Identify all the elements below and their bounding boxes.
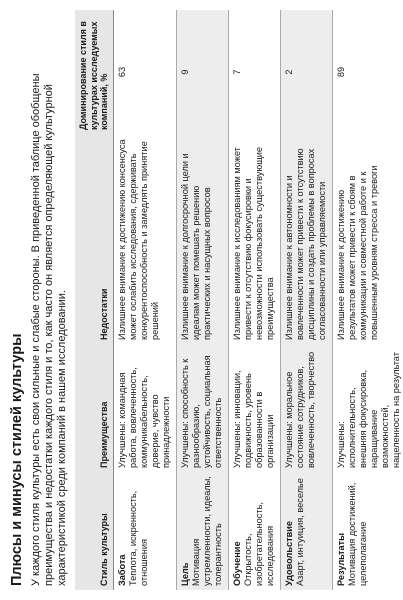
header-dominance: Доминирование стиля в культурах исследуемых компаний, % bbox=[75, 10, 113, 134]
style-name: Удовольствие bbox=[283, 521, 294, 586]
table-row bbox=[176, 10, 228, 590]
intro-paragraph: У каждого стиля культуры есть свои сильные и слабые стороны. В приведенной таблице обобщены преимущества и недостатки каждого стиля и то, как часто он является определяющей культурной характеристикой среди компаний в нашем исследовании. bbox=[30, 73, 68, 586]
dominance-cell: 2 bbox=[280, 10, 332, 134]
style-name: Обучение bbox=[231, 541, 242, 586]
style-cell bbox=[113, 472, 176, 590]
disadvantages-cell: Излишнее внимание к долгосрочной цели и идеалам может помешать решению практических и насущных вопросов bbox=[176, 134, 228, 344]
table-row bbox=[280, 10, 332, 590]
style-cell bbox=[228, 472, 280, 590]
style-description: Азарт, интуиция, веселье bbox=[294, 478, 305, 586]
table-row bbox=[332, 10, 403, 590]
style-description: Мотивация достижений, целеполагание bbox=[346, 482, 368, 586]
style-name: Результаты bbox=[335, 533, 346, 586]
style-description: Мотивация устремленности, идеалы, толерантность bbox=[190, 476, 223, 586]
style-description: Открытость, изобретательность, исследования bbox=[242, 502, 275, 586]
table-header-row bbox=[75, 10, 113, 590]
header-disadvantages: Недостатки bbox=[75, 134, 113, 344]
advantages-cell: Улучшены: исполнительность, внешняя фокусировка, наращивание возможностей, нацеленность на результат bbox=[332, 344, 403, 472]
table-row bbox=[113, 10, 176, 590]
dominance-cell: 63 bbox=[113, 10, 176, 134]
disadvantages-cell: Излишнее внимание к автономности и вовлеченности может привести к отсутствию дисциплины и создать проблемы в вопросах согласованности или управляемости bbox=[280, 134, 332, 344]
culture-styles-table bbox=[75, 10, 403, 590]
style-cell bbox=[280, 472, 332, 590]
page-title: Плюсы и минусы стилей культуры bbox=[9, 333, 25, 586]
disadvantages-cell: Излишнее внимание к исследованиям может привести к отсутствию фокусировки и невозможности использовать существующие преимущества bbox=[228, 134, 280, 344]
dominance-cell: 89 bbox=[332, 10, 403, 134]
style-description: Теплота, искренность, отношения bbox=[127, 490, 149, 586]
style-cell bbox=[176, 472, 228, 590]
advantages-cell: Улучшены: инновации, подвижность, уровень образованности в организации bbox=[228, 344, 280, 472]
dominance-cell: 7 bbox=[228, 10, 280, 134]
advantages-cell: Улучшены: командная работа, вовлеченность, коммуникабельность, доверие, чувство принадлежности bbox=[113, 344, 176, 472]
header-advantages: Преимущества bbox=[75, 344, 113, 472]
style-cell bbox=[332, 472, 403, 590]
header-style: Стиль культуры bbox=[75, 472, 113, 590]
dominance-cell: 9 bbox=[176, 10, 228, 134]
advantages-cell: Улучшены: способность к разнообразию, устойчивость, социальная ответственность bbox=[176, 344, 228, 472]
style-name: Забота bbox=[116, 554, 127, 586]
advantages-cell: Улучшены: моральное состояние сотрудников, вовлеченность, творчество bbox=[280, 344, 332, 472]
style-name: Цель bbox=[179, 562, 190, 586]
disadvantages-cell: Излишнее внимание к достижению результатов может привести к сбоям в коммуникации и совместной работе и к повышенным уровням стресса и тревоги bbox=[332, 134, 403, 344]
table-row bbox=[228, 10, 280, 590]
disadvantages-cell: Излишнее внимание к достижению консенсуса может ослабить исследования, сдерживать конкурентоспособность и замедлять принятие решений bbox=[113, 134, 176, 344]
